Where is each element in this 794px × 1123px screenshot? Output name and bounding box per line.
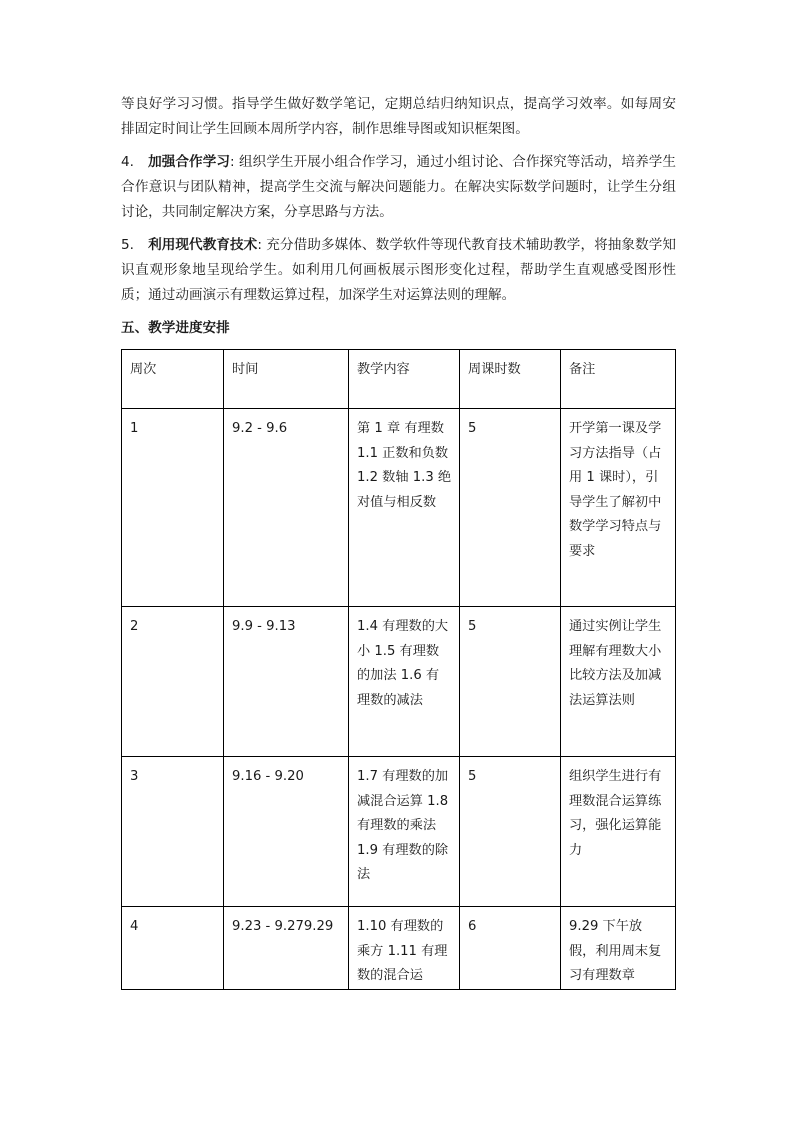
table-row — [122, 757, 676, 907]
table-row — [122, 607, 676, 757]
cell-notes: 通过实例让学生理解有理数大小比较方法及加减法运算法则 — [561, 607, 676, 757]
cell-week: 3 — [122, 757, 224, 907]
cell-notes: 开学第一课及学习方法指导（占用 1 课时），引导学生了解初中数学学习特点与要求 — [561, 409, 676, 607]
cell-content — [349, 907, 460, 990]
cell-week: 1 — [122, 409, 224, 607]
paragraph-text: : 组织学生开展小组合作学习，通过小组讨论、合作探究等活动，培养学生合作意识与团队精神，提高学生交流与解决问题能力。在解决实际数学问题时，让学生分组讨论，共同制定解决方案，分享思路与方法。 — [121, 154, 677, 220]
cell-hours: 5 — [460, 409, 561, 607]
cell-week — [122, 907, 224, 990]
cell-text: 9.23 - 9.279.29 — [232, 919, 334, 934]
cell-week: 2 — [122, 607, 224, 757]
item-number: 4. — [121, 154, 134, 170]
table-row — [122, 907, 676, 990]
header-time: 时间 — [224, 350, 349, 409]
document-content — [121, 92, 676, 990]
cell-time: 9.2 - 9.6 — [224, 409, 349, 607]
cell-text: 6 — [468, 919, 477, 934]
paragraph-modern-technology — [121, 233, 676, 308]
item-number: 5. — [121, 237, 134, 253]
header-hours: 周课时数 — [460, 350, 561, 409]
paragraph-text: 等良好学习习惯。指导学生做好数学笔记，定期总结归纳知识点，提高学习效率。如每周安排固定时间让学生回顾本周所学内容，制作思维导图或知识框架图。 — [121, 96, 676, 137]
cell-time: 9.9 - 9.13 — [224, 607, 349, 757]
cell-content: 第 1 章 有理数 1.1 正数和负数 1.2 数轴 1.3 绝对值与相反数 — [349, 409, 460, 607]
cell-hours — [460, 907, 561, 990]
item-title: 加强合作学习 — [148, 154, 231, 170]
cell-text: 1.10 有理数的乘方 1.11 有理数的混合运 — [357, 919, 448, 983]
paragraph-text: : 充分借助多媒体、数学软件等现代教育技术辅助教学，将抽象数学知识直观形象地呈现给学生。如利用几何画板展示图形变化过程，帮助学生直观感受图形性质；通过动画演示有理数运算过程，加深学生对运算法则的理解。 — [121, 237, 677, 303]
cell-content: 1.4 有理数的大小 1.5 有理数的加法 1.6 有理数的减法 — [349, 607, 460, 757]
cell-time — [224, 907, 349, 990]
cell-notes — [561, 907, 676, 990]
header-notes: 备注 — [561, 350, 676, 409]
schedule-table — [121, 349, 676, 990]
cell-content: 1.7 有理数的加减混合运算 1.8 有理数的乘法 1.9 有理数的除法 — [349, 757, 460, 907]
table-header-row — [122, 350, 676, 409]
paragraph-study-habits — [121, 92, 676, 142]
section-title: 五、教学进度安排 — [121, 320, 230, 336]
cell-text: 4 — [130, 919, 139, 934]
item-title: 利用现代教育技术 — [148, 237, 258, 253]
header-content: 教学内容 — [349, 350, 460, 409]
cell-text: 9.29 下午放假，利用周末复习有理数章 — [569, 919, 662, 983]
cell-hours: 5 — [460, 607, 561, 757]
table-row — [122, 409, 676, 607]
cell-notes: 组织学生进行有理数混合运算练习，强化运算能力 — [561, 757, 676, 907]
paragraph-cooperative-learning — [121, 150, 676, 225]
cell-time: 9.16 - 9.20 — [224, 757, 349, 907]
header-week: 周次 — [122, 350, 224, 409]
cell-hours: 5 — [460, 757, 561, 907]
